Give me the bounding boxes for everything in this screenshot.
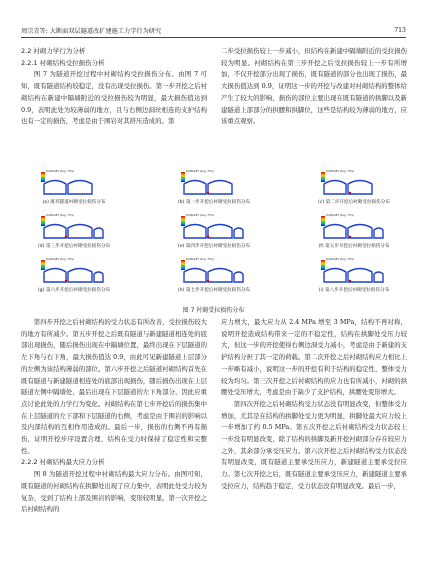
figure-7 — [37, 170, 390, 314]
legend-title: DAMAGET (Avg: 75%) — [186, 170, 215, 173]
damage-hotspot — [207, 236, 209, 238]
page-header — [21, 24, 406, 36]
lining-damage-plot — [180, 214, 246, 241]
subfigure-caption: (h) 第七步开挖后衬砌受拉损伤分布 — [177, 288, 251, 293]
damage-hotspot — [207, 192, 209, 194]
subfigure-caption: (d) 第三步开挖后衬砌受拉损伤分布 — [37, 244, 111, 249]
body-paragraph: 第四步开挖之后衬砌结构的受力状态有所改善，受拉损伤较大的地方有所减少。第五步开挖之后既有隧道与新建隧道相连处的底部出现损伤，随后损伤出现在中隔墙位置，最终出现在下层隧道的左下角与右下角，最大损伤值达 0.9，由此可见新建隧道上层部分的左侧为该结构薄弱的部位。第六步开挖之后隧道衬砌结构首先在既有隧道与新建隧道相连处的底部出现损伤，随后损伤出现在上层隧道左侧中隔墙处，最后出现在下层隧道的左下角部分，因此应重点讨论此处的力学行为变化。衬砌结构在第七步开挖后的损伤集中在上层隧道的左下部和下层隧道的右侧，考虑是由于围岩的影响以及内部结构的互相作用造成的。最后一步，损伤的右侧不再有损伤，证明开挖步序设置合理，结构在受力时保持了稳定性和完整性。 — [21, 318, 207, 455]
legend-title: DAMAGET (Avg: 75%) — [46, 170, 75, 173]
tunnel-lining-section — [40, 264, 106, 285]
body-paragraph: 二步受拉损伤较上一步减小，但结构在新建中隔墙附近的受拉损伤较为明显。衬砌结构在第三步开挖之后受拉损伤较上一步有所增加，不仅开挖部分出现了损伤，既有隧道的部分也出现了损伤，最大损伤值达到 0.9，证明这一步的开挖与改建对衬砌结构的整体给产生了较大的影响，损伤的部位主要出现在既有隧道的拱脚以及新建隧道上部部分的拱腰和拱脚位，这些是结构较为薄弱的地方，应该重点观察。 — [221, 47, 407, 126]
tunnel-lining-section — [320, 176, 386, 197]
damage-hotspot — [65, 236, 67, 238]
lining-damage-plot — [180, 170, 246, 197]
body-paragraph: 图 8 为隧道开挖过程中衬砌结构最大应力分布。由图可知，既有隧道的衬砌结构在拱脚处出现了应力集中，表明此处受力较为复杂，受到了结构上部及围岩的影响，变形较明显。第一次开挖之后衬砌结构的 — [21, 470, 207, 514]
body-paragraph: 应力增大，最大应力从 2.4 MPa 增至 3 MPa，结构不再对称，说明开挖造成结构带来一定的不稳定性，结构在拱脚处受压力较大，但这一步的开挖使得右侧边洞受力减小，考虑是由于新建的支护结构分担了其一定的荷载。第二次开挖之后衬砌结构应力相比上一步略有减小，说明这一步的开挖有利于结构的稳定性，整体受力较为均匀。第三次开挖之后衬砌结构的应力也有所减小，衬砌的拱腰处受压增大，考虑是由于缺少了支护结构，拱腰处变形增大。 — [221, 318, 407, 397]
legend-title: DAMAGET (Avg: 75%) — [186, 258, 215, 261]
damage-hotspot — [65, 280, 67, 282]
lining-damage-plot — [40, 170, 106, 197]
damage-hotspot — [349, 236, 351, 238]
subfigure-caption: (b) 第一步开挖后衬砌受拉损伤分布 — [177, 200, 251, 205]
page-number: 713 — [394, 26, 406, 34]
left-column-bottom — [21, 317, 207, 516]
legend-title: DAMAGET (Avg: 75%) — [186, 214, 215, 217]
legend-title: DAMAGET (Avg: 75%) — [326, 170, 355, 173]
running-title: 周宗青等: 大断面双层隧道改扩建施工力学行为研究 — [21, 27, 162, 35]
lining-damage-plot — [40, 214, 106, 241]
subfigure-caption: (i) 第八步开挖后衬砌受拉损伤分布 — [318, 288, 390, 293]
body-paragraph: 图 7 为隧道开挖过程中衬砌结构受拉损伤分布。由图 7 可知，既有隧道结构较稳定，没有出现受拉损伤。第一步开挖之后衬砌结构在新建中隔墙附近的受拉损伤较为明显，最大损伤值达到 0.9，表明此处为较薄弱的地方，且与右侧边洞丝相连的支护结构也有一定的损伤，考虑是由于围岩对其挤压造成的。第 — [21, 70, 207, 126]
section-heading-2-2-1: 2.2.1 衬砌结构受拉损伤分析 — [21, 58, 105, 67]
lining-damage-plot — [180, 258, 246, 285]
lining-damage-plot — [320, 214, 386, 241]
tunnel-lining-section — [320, 264, 386, 285]
section-heading-2-2: 2.2 衬砌力学行为分析 — [21, 47, 86, 55]
section-heading-2-2-2: 2.2.2 衬砌结构最大应力分析 — [21, 458, 105, 467]
tunnel-lining-section — [180, 176, 246, 197]
tunnel-lining-section — [180, 220, 246, 241]
lining-damage-plot — [320, 258, 386, 285]
subfigure-caption: (e) 第四步开挖后衬砌受拉损伤分布 — [177, 244, 251, 249]
right-column-top — [221, 46, 407, 128]
legend-title: DAMAGET (Avg: 75%) — [326, 258, 355, 261]
body-paragraph: 第四次开挖之后衬砌结构受力状态没有明显改变，但整体受力增加，尤其是在结构的拱脚处受力更为明显，拱脚处最大应力较上一步增加了约 0.5 MPa。第五次开挖之后衬砌结构受力状态较上一步没有明显改变，除了结构的拱脚及新开挖衬砌部分存在较应力之外，其余部分承受压应力。第六次开挖之后衬砌结构受力状态没有明显改变，既有隧道主要承受压应力，新建隧道主要承受拉应力。第七次开挖之后，既有隧道主要承受压应力，新建隧道主要承受拉应力，结构趋于稳定，受力状态没有明显改变。最后一步， — [221, 399, 407, 490]
right-column-bottom — [221, 317, 407, 493]
tunnel-lining-section — [40, 220, 106, 241]
legend-title: DAMAGET (Avg: 75%) — [326, 214, 355, 217]
subfigure-caption: (c) 第二步开挖后衬砌受拉损伤分布 — [318, 200, 390, 205]
legend-title: DAMAGET (Avg: 75%) — [46, 258, 75, 261]
tunnel-lining-section — [40, 176, 106, 197]
subfigure-caption: (a) 既有隧道衬砌受拉损伤分布 — [42, 200, 106, 205]
damage-hotspot — [207, 280, 209, 282]
tunnel-lining-section — [320, 220, 386, 241]
subfigure-caption: (g) 第六步开挖后衬砌受拉损伤分布 — [37, 288, 111, 293]
damage-hotspot — [349, 192, 351, 194]
left-column-top — [21, 46, 207, 128]
subfigure-caption: (f) 第五步开挖后衬砌受拉损伤分布 — [318, 244, 390, 249]
damage-hotspot — [349, 280, 351, 282]
figure-title: 图 7 衬砌受拉损伤分布 — [182, 307, 245, 314]
lining-damage-plot — [40, 258, 106, 285]
header-rule — [21, 37, 406, 38]
legend-title: DAMAGET (Avg: 75%) — [46, 214, 75, 217]
tunnel-lining-section — [180, 264, 246, 285]
lining-damage-plot — [320, 170, 386, 197]
